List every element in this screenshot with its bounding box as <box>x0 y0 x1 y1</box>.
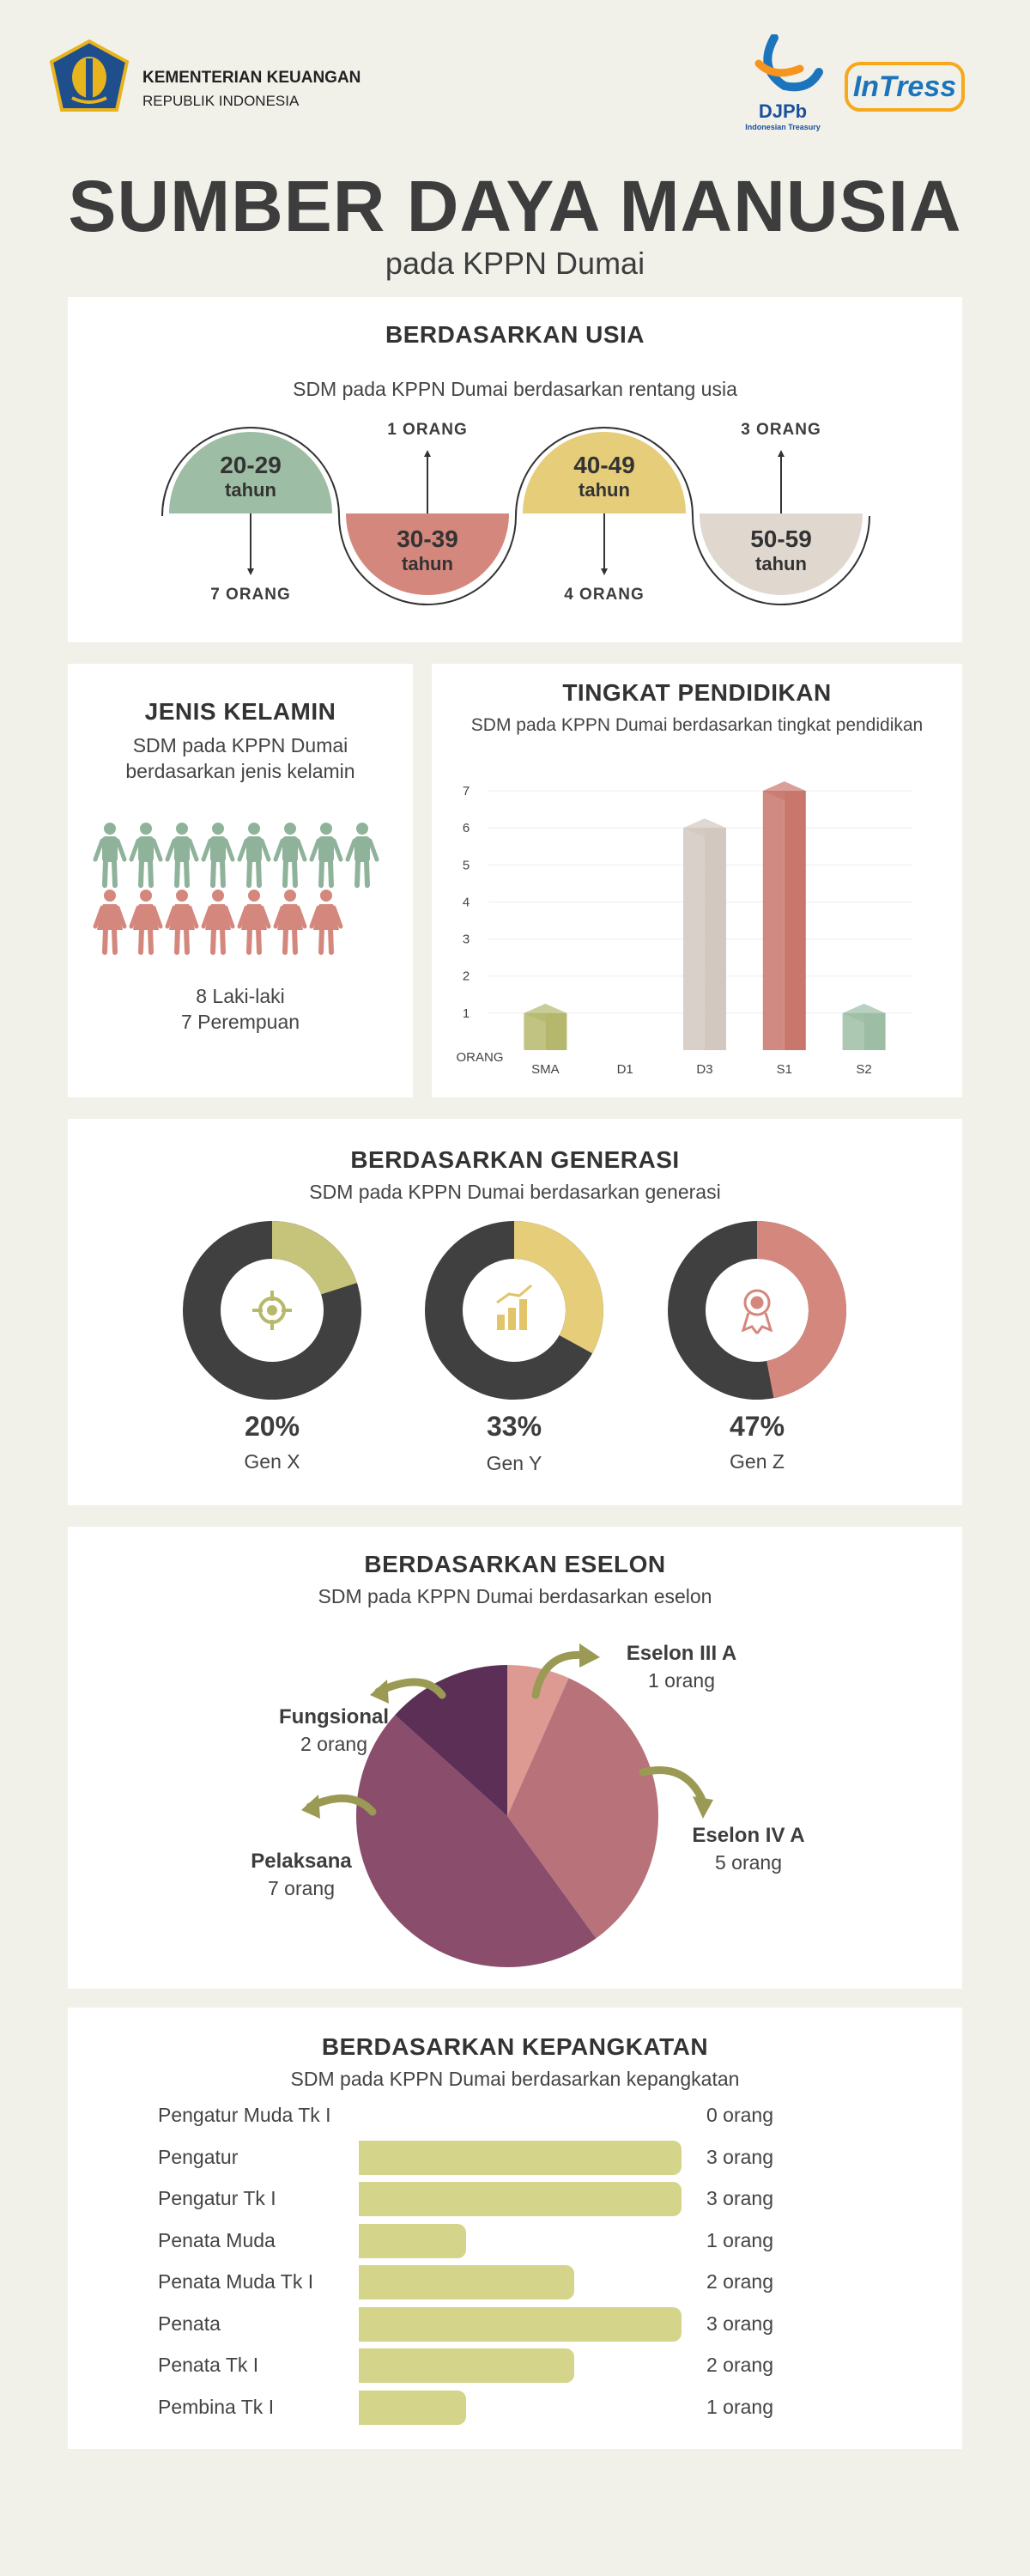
usia-range-label: 30-39 <box>397 526 458 552</box>
target-icon <box>252 1291 292 1330</box>
female-person-icon <box>92 889 128 956</box>
x-tick-label: SMA <box>531 1062 560 1077</box>
rank-label: Pengatur Muda Tk I <box>158 2104 331 2126</box>
rank-bar <box>359 2182 682 2216</box>
rank-count: 3 orang <box>706 2145 774 2168</box>
female-icons-row <box>92 889 389 957</box>
bar-s1 <box>763 781 806 1050</box>
eselon-pie-chart <box>68 1527 962 1989</box>
eselon-label-name: Pelaksana <box>251 1850 352 1873</box>
djpb-swoosh-icon <box>740 34 826 101</box>
rank-bar <box>359 2307 682 2342</box>
djpb-logo-sub: Indonesian Treasury <box>745 123 821 131</box>
x-tick-label: S2 <box>856 1062 872 1077</box>
y-tick-label: 2 <box>462 969 470 984</box>
rank-label: Penata Muda Tk I <box>158 2270 314 2293</box>
usia-count-label: 4 ORANG <box>564 586 645 604</box>
bar-d3 <box>683 818 726 1050</box>
rank-label: Pembina Tk I <box>158 2395 275 2418</box>
male-count-label: 8 Laki-laki <box>196 985 285 1007</box>
award-icon <box>743 1291 771 1334</box>
y-tick-label: 7 <box>462 784 470 799</box>
rank-bar <box>359 2391 466 2425</box>
usia-unit-label: tahun <box>225 479 276 501</box>
x-tick-label: D1 <box>616 1062 633 1077</box>
y-tick-label: 5 <box>462 858 470 873</box>
rank-label: Penata Muda <box>158 2228 276 2251</box>
usia-count-label: 1 ORANG <box>387 421 468 439</box>
generasi-label: Gen Y <box>486 1452 542 1474</box>
eselon-card <box>68 1527 962 1989</box>
bar-chart-icon <box>497 1285 531 1330</box>
rank-bar <box>359 2224 466 2258</box>
usia-title: BERDASARKAN USIA <box>385 321 645 348</box>
kepangkatan-card <box>68 2008 962 2449</box>
usia-unit-label: tahun <box>579 479 630 501</box>
male-person-icon <box>128 822 164 889</box>
usia-subtitle: SDM pada KPPN Dumai berdasarkan rentang usia <box>293 378 737 400</box>
usia-range-label: 20-29 <box>220 452 282 478</box>
male-person-icon <box>236 822 272 889</box>
eselon-label-name: Eselon III A <box>626 1642 737 1665</box>
female-person-icon <box>200 889 236 956</box>
djpb-logo-text: DJPb <box>758 100 808 122</box>
generasi-card <box>68 1119 962 1505</box>
usia-unit-label: tahun <box>402 553 453 574</box>
eselon-label-name: Eselon IV A <box>692 1824 805 1847</box>
eselon-subtitle: SDM pada KPPN Dumai berdasarkan eselon <box>318 1585 712 1607</box>
gender-subtitle: SDM pada KPPN Dumai berdasarkan jenis kelamin <box>125 734 355 782</box>
pendidikan-subtitle: SDM pada KPPN Dumai berdasarkan tingkat pendidikan <box>470 715 924 735</box>
page-subtitle: pada KPPN Dumai <box>385 246 645 281</box>
female-person-icon <box>272 889 308 956</box>
eselon-label-count: 7 orang <box>267 1877 335 1899</box>
rank-bar <box>359 2265 574 2300</box>
rank-count: 0 orang <box>706 2104 774 2126</box>
usia-range-label: 50-59 <box>750 526 812 552</box>
kemenkeu-logo-icon <box>48 39 130 113</box>
eselon-label-count: 5 orang <box>714 1851 782 1874</box>
rank-count: 2 orang <box>706 2270 774 2293</box>
intress-logo <box>845 62 965 112</box>
y-tick-label: 4 <box>462 895 470 910</box>
x-tick-label: D3 <box>696 1062 713 1077</box>
generasi-label: Gen Z <box>730 1450 785 1473</box>
usia-count-label: 3 ORANG <box>741 421 821 439</box>
kepangkatan-title: BERDASARKAN KEPANGKATAN <box>321 2033 709 2060</box>
intress-logo-text: InTress <box>852 70 957 103</box>
rank-bar <box>359 2348 574 2383</box>
bar-sma <box>524 1004 566 1050</box>
x-tick-label: S1 <box>776 1062 792 1077</box>
eselon-label-name: Fungsional <box>279 1705 389 1728</box>
rank-label: Penata <box>158 2312 221 2335</box>
male-person-icon <box>272 822 308 889</box>
generasi-percent: 20% <box>244 1411 300 1442</box>
djpb-logo <box>740 34 826 129</box>
male-icons-row <box>92 822 389 890</box>
female-person-icon <box>236 889 272 956</box>
pendidikan-card <box>432 664 962 1097</box>
eselon-title: BERDASARKAN ESELON <box>364 1551 666 1577</box>
pendidikan-title: TINGKAT PENDIDIKAN <box>562 679 832 706</box>
kepangkatan-bar-list <box>68 2008 962 2449</box>
female-person-icon <box>128 889 164 956</box>
rank-count: 3 orang <box>706 2312 774 2335</box>
male-person-icon <box>92 822 128 889</box>
ministry-name: KEMENTERIAN KEUANGAN <box>142 69 361 87</box>
rank-count: 3 orang <box>706 2187 774 2209</box>
y-tick-label: 1 <box>462 1005 470 1021</box>
usia-card <box>68 297 962 642</box>
usia-count-label: 7 ORANG <box>210 586 291 604</box>
male-person-icon <box>164 822 200 889</box>
y-tick-label: 3 <box>462 932 470 947</box>
pendidikan-bar-chart <box>432 664 962 1097</box>
rank-label: Pengatur <box>158 2145 239 2168</box>
rank-label: Pengatur Tk I <box>158 2187 276 2209</box>
generasi-label: Gen X <box>244 1450 300 1473</box>
bar-s2 <box>843 1004 886 1050</box>
male-person-icon <box>308 822 344 889</box>
rank-bar <box>359 2141 682 2175</box>
generasi-donuts <box>68 1119 962 1505</box>
gender-card <box>68 664 413 1097</box>
female-person-icon <box>164 889 200 956</box>
rank-count: 1 orang <box>706 2395 774 2418</box>
eselon-label-count: 2 orang <box>300 1733 367 1755</box>
usia-range-label: 40-49 <box>573 452 635 478</box>
page-title: SUMBER DAYA MANUSIA <box>68 166 962 246</box>
kepangkatan-subtitle: SDM pada KPPN Dumai berdasarkan kepangkatan <box>290 2068 740 2090</box>
rank-count: 2 orang <box>706 2354 774 2376</box>
rank-label: Penata Tk I <box>158 2354 259 2376</box>
generasi-subtitle: SDM pada KPPN Dumai berdasarkan generasi <box>309 1181 721 1203</box>
usia-unit-label: tahun <box>755 553 807 574</box>
female-count-label: 7 Perempuan <box>180 1011 300 1033</box>
generasi-percent: 47% <box>729 1411 785 1442</box>
male-person-icon <box>200 822 236 889</box>
rank-count: 1 orang <box>706 2228 774 2251</box>
male-person-icon <box>344 822 380 889</box>
gender-title: JENIS KELAMIN <box>144 698 336 725</box>
eselon-label-count: 1 orang <box>647 1669 715 1692</box>
ministry-country: REPUBLIK INDONESIA <box>142 93 300 109</box>
female-person-icon <box>308 889 344 956</box>
y-unit-label: ORANG <box>456 1050 504 1065</box>
generasi-title: BERDASARKAN GENERASI <box>350 1146 680 1173</box>
y-tick-label: 6 <box>462 821 470 836</box>
generasi-percent: 33% <box>486 1411 542 1442</box>
